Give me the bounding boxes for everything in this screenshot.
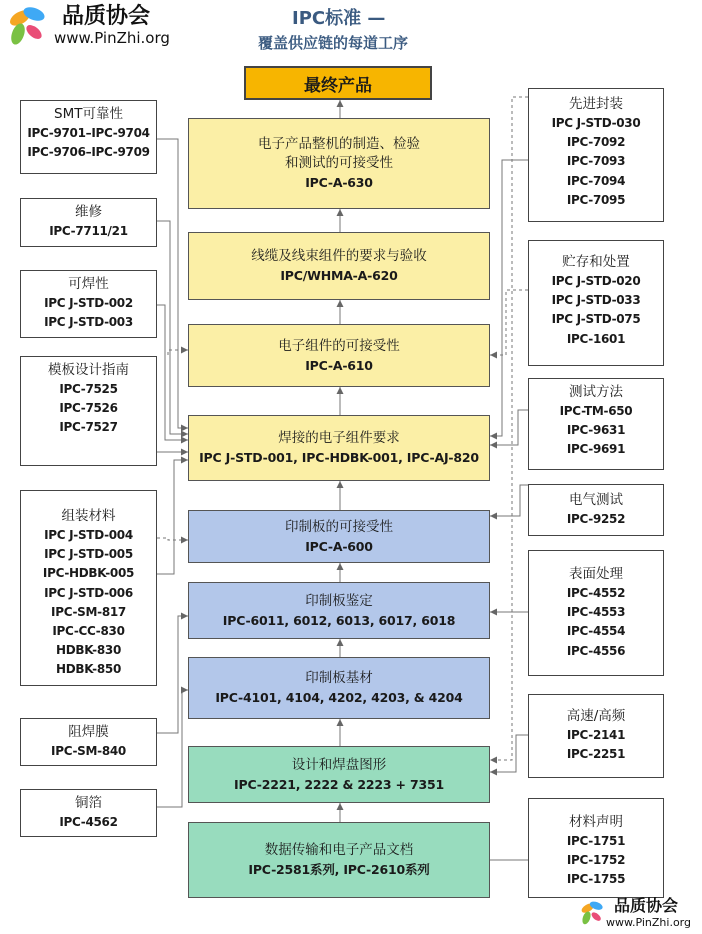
page-title: IPC标准 — <box>292 8 386 29</box>
side-code: IPC-7525 <box>59 382 118 396</box>
side-title: 材料声明 <box>569 814 623 830</box>
left-box-assembly-materials <box>20 490 157 686</box>
right-box-high-speed <box>528 694 664 778</box>
center-code: IPC-A-610 <box>305 357 373 373</box>
side-code: IPC-9691 <box>566 442 626 457</box>
center-title: 印制板的可接受性 <box>285 518 393 535</box>
center-code: IPC/WHMA-A-620 <box>280 268 398 283</box>
side-code: IPC-4556 <box>566 643 626 658</box>
center-box-data-transfer <box>188 822 490 898</box>
side-code: IPC-9631 <box>566 423 626 438</box>
side-title: 铜箔 <box>75 795 102 811</box>
logo-url: www.PinZhi.org <box>54 29 170 47</box>
side-code: IPC-9252 <box>566 512 626 526</box>
side-code: IPC-1752 <box>566 853 626 868</box>
left-box-smt-reliability <box>20 100 157 174</box>
center-box-electronic-assemblies <box>188 324 490 387</box>
center-code: IPC-6011, 6012, 6013, 6017, 6018 <box>222 612 456 628</box>
center-title: 印制板基材 <box>305 670 373 686</box>
right-box-electrical-test <box>528 484 664 536</box>
side-code: IPC J-STD-002 <box>44 296 133 310</box>
logo-bottom <box>578 896 700 932</box>
side-code: IPC-1601 <box>566 331 626 346</box>
left-box-solderability <box>20 270 157 338</box>
center-title: 设计和焊盘图形 <box>291 756 387 773</box>
center-title: 印制板鉴定 <box>305 592 373 609</box>
logo-name: 品质协会 <box>62 4 151 29</box>
side-code: IPC J-STD-030 <box>551 116 641 130</box>
side-title: 组装材料 <box>61 508 116 524</box>
center-title-2: 和测试的可接受性 <box>285 155 393 171</box>
side-code: IPC-7093 <box>566 154 626 169</box>
side-title: 电气测试 <box>569 492 623 508</box>
side-code: IPC J-STD-003 <box>44 315 133 330</box>
center-code: IPC-2221, 2222 & 2223 + 7351 <box>234 776 444 792</box>
center-box-soldering <box>188 415 490 481</box>
side-code: IPC-SM-817 <box>51 604 126 619</box>
side-code: IPC-4562 <box>59 815 118 829</box>
center-code: IPC-A-600 <box>305 538 373 554</box>
side-code: IPC-2251 <box>566 747 626 762</box>
side-code: HDBK-850 <box>55 662 122 677</box>
center-code: IPC J-STD-001, IPC-HDBK-001, IPC-AJ-820 <box>199 450 479 465</box>
side-code: IPC-SM-840 <box>51 744 126 758</box>
right-box-material-declaration <box>528 798 664 898</box>
center-code: IPC-A-630 <box>305 175 373 190</box>
side-code: IPC J-STD-005 <box>44 547 133 562</box>
left-box-solder-mask <box>20 718 157 766</box>
side-code: IPC-4554 <box>566 624 626 639</box>
logo-pinwheel-icon <box>4 4 60 48</box>
side-code: IPC-9701–IPC-9704 <box>27 126 150 140</box>
side-title: 模板设计指南 <box>48 362 129 378</box>
side-code: IPC-7527 <box>59 420 118 435</box>
left-box-stencil-design <box>20 356 157 466</box>
side-title: 表面处理 <box>569 566 623 582</box>
side-code: IPC-CC-830 <box>52 624 125 639</box>
center-code: IPC-4101, 4104, 4202, 4203, & 4204 <box>215 690 463 705</box>
side-title: SMT可靠性 <box>54 106 123 122</box>
side-title: 维修 <box>75 204 102 220</box>
side-code: IPC-1751 <box>566 834 626 848</box>
side-code: IPC J-STD-075 <box>551 312 641 327</box>
side-code: IPC-7526 <box>59 401 118 416</box>
side-title: 高速/高频 <box>566 708 626 724</box>
side-title: 贮存和处置 <box>562 254 630 270</box>
side-title: 可焊性 <box>68 276 109 292</box>
side-code: IPC-1755 <box>566 872 626 887</box>
side-code: IPC-9706–IPC-9709 <box>27 145 150 160</box>
center-box-pcb-acceptability <box>188 510 490 563</box>
side-code: IPC-7711/21 <box>49 224 128 238</box>
center-title: 电子产品整机的制造、检验 <box>258 136 420 152</box>
side-code: IPC-TM-650 <box>559 404 633 418</box>
side-code: IPC-7092 <box>566 135 626 150</box>
right-box-advanced-packaging <box>528 88 664 222</box>
side-code: IPC-4552 <box>566 586 626 600</box>
side-code: IPC-2141 <box>566 728 626 742</box>
side-title: 测试方法 <box>569 384 623 400</box>
center-box-design-land-pattern <box>188 746 490 803</box>
final-product-label: 最终产品 <box>304 75 372 96</box>
side-code: IPC J-STD-020 <box>551 274 641 288</box>
center-box-assembly-acceptability <box>188 118 490 209</box>
side-code: IPC-7094 <box>566 173 626 188</box>
side-title: 先进封装 <box>569 96 623 112</box>
logo-url: www.PinZhi.org <box>606 916 691 929</box>
side-code: IPC-4553 <box>566 605 626 620</box>
center-code: IPC-2581系列, IPC-2610系列 <box>248 862 430 877</box>
final-product-box <box>244 66 432 100</box>
side-code: HDBK-830 <box>55 643 122 658</box>
side-code: IPC-HDBK-005 <box>42 566 135 581</box>
side-title: 阻焊膜 <box>68 724 109 740</box>
side-code: IPC-7095 <box>566 192 626 207</box>
center-title: 线缆及线束组件的要求与验收 <box>251 248 427 264</box>
right-box-storage-handling <box>528 240 664 366</box>
left-box-repair <box>20 198 157 247</box>
center-title: 电子组件的可接受性 <box>278 337 400 354</box>
side-code: IPC J-STD-006 <box>44 585 133 600</box>
right-box-surface-finish <box>528 550 664 676</box>
left-box-copper-foil <box>20 789 157 837</box>
right-box-test-methods <box>528 378 664 470</box>
center-title: 数据传输和电子产品文档 <box>264 842 414 858</box>
side-code: IPC J-STD-033 <box>551 293 641 308</box>
center-title: 焊接的电子组件要求 <box>278 430 400 446</box>
logo-name: 品质协会 <box>614 896 679 915</box>
logo-top <box>4 4 194 48</box>
center-box-pcb-qualification <box>188 582 490 639</box>
page-subtitle: 覆盖供应链的每道工序 <box>258 34 409 52</box>
side-code: IPC J-STD-004 <box>44 528 133 542</box>
center-box-base-materials <box>188 657 490 719</box>
center-box-cable-harness <box>188 232 490 300</box>
